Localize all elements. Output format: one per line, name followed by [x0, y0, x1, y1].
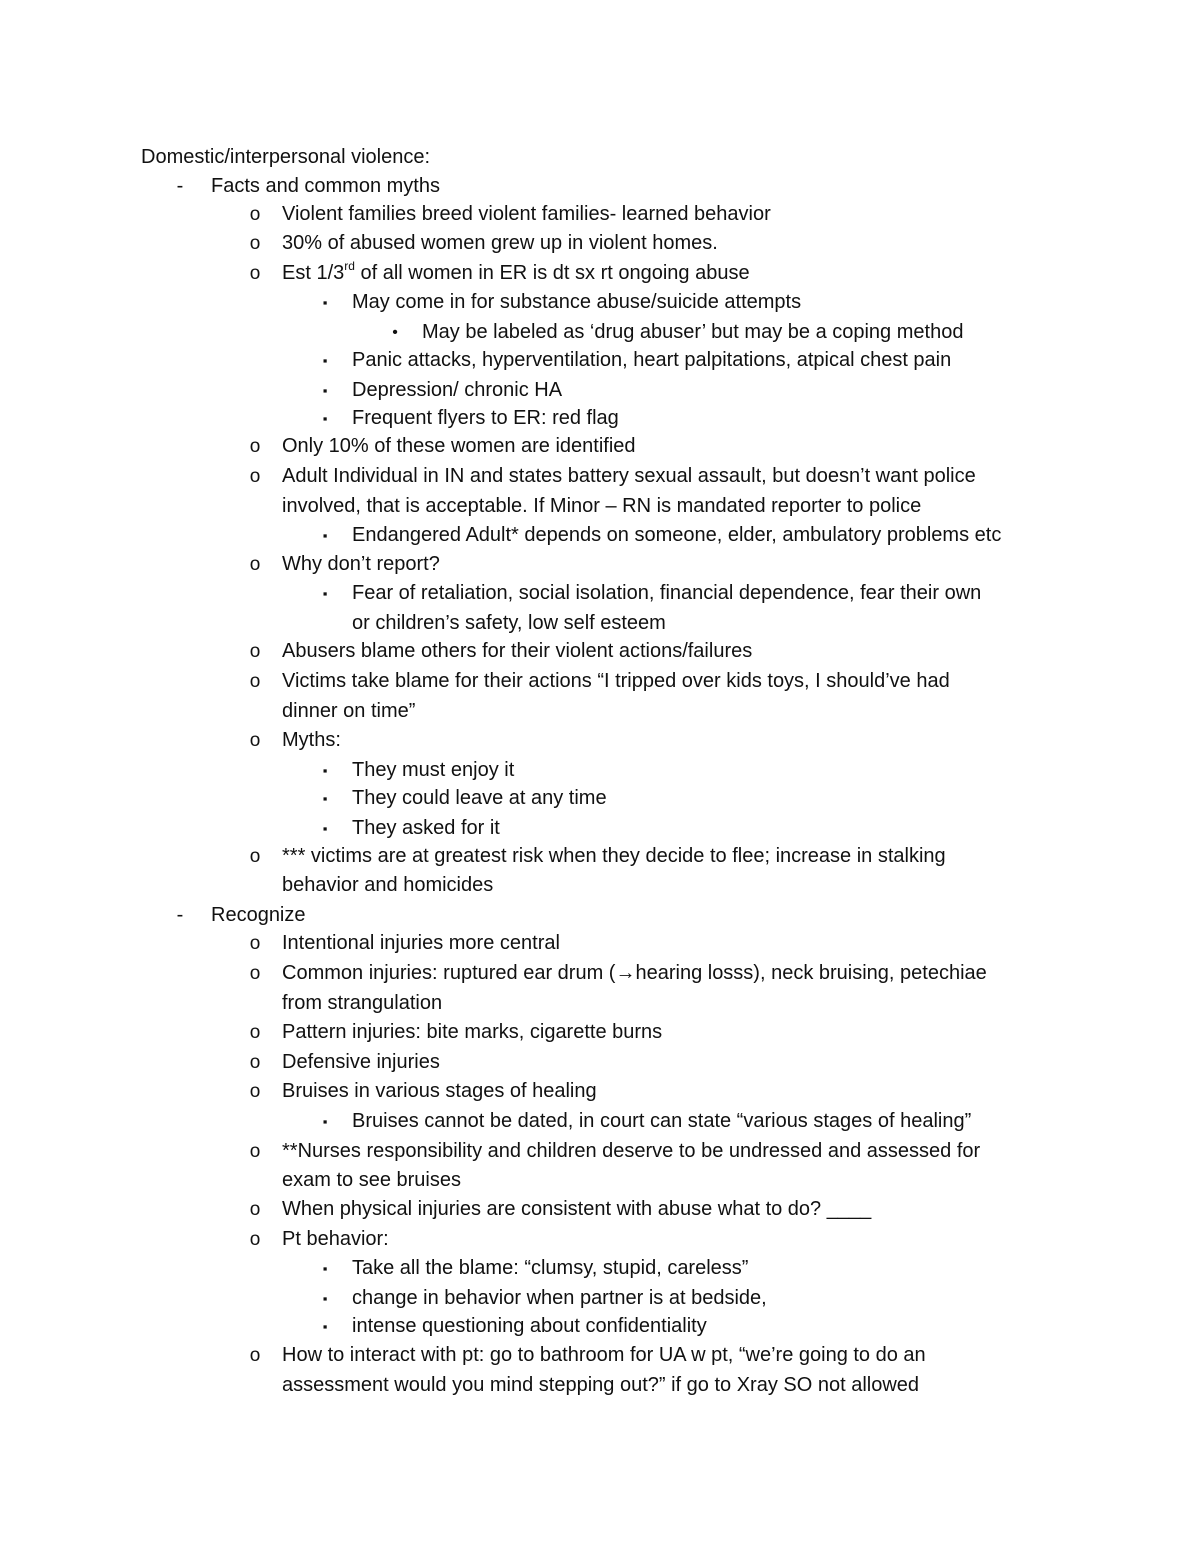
square-bullet: ▪	[322, 1319, 328, 1334]
square-bullet: ▪	[322, 295, 328, 310]
list-item: Endangered Adult* depends on someone, elder, ambulatory problems etc	[352, 524, 1002, 546]
circle-bullet: o	[249, 466, 261, 487]
square-bullet: ▪	[322, 821, 328, 836]
list-item: Intentional injuries more central	[282, 932, 560, 954]
page-title: Domestic/interpersonal violence:	[141, 146, 431, 168]
circle-bullet: o	[249, 1229, 261, 1250]
list-item: Why don’t report?	[282, 553, 440, 575]
list-item: They could leave at any time	[352, 787, 607, 809]
dash-marker: -	[176, 175, 184, 197]
square-bullet: ▪	[322, 1261, 328, 1276]
list-item-continuation: or children’s safety, low self esteem	[352, 612, 666, 634]
circle-bullet: o	[249, 730, 261, 751]
square-bullet: ▪	[322, 353, 328, 368]
list-item-continuation: from strangulation	[282, 992, 443, 1014]
list-item: Pt behavior:	[282, 1228, 389, 1250]
dash-marker: -	[176, 904, 184, 926]
square-bullet: ▪	[322, 528, 328, 543]
circle-bullet: o	[249, 671, 261, 692]
list-item-continuation: involved, that is acceptable. If Minor – RN is mandated reporter to police	[282, 495, 922, 517]
circle-bullet: o	[249, 1345, 261, 1366]
circle-bullet: o	[249, 963, 261, 984]
list-item: Take all the blame: “clumsy, stupid, careless”	[352, 1257, 749, 1279]
square-bullet: ▪	[322, 411, 328, 426]
circle-bullet: o	[249, 436, 261, 457]
list-item: Only 10% of these women are identified	[282, 435, 636, 457]
list-item: How to interact with pt: go to bathroom for UA w pt, “we’re going to do an	[282, 1344, 926, 1366]
list-item: Violent families breed violent families- learned behavior	[282, 203, 771, 225]
list-item-continuation: assessment would you mind stepping out?” if go to Xray SO not allowed	[282, 1374, 920, 1396]
circle-bullet: o	[249, 1022, 261, 1043]
list-item: When physical injuries are consistent with abuse what to do? ____	[282, 1198, 872, 1220]
right-arrow-icon: →	[615, 962, 636, 984]
list-item: Panic attacks, hyperventilation, heart palpitations, atpical chest pain	[352, 349, 952, 371]
list-item: Common injuries: ruptured ear drum (→hearing losss), neck bruising, petechiae	[282, 962, 987, 984]
list-item: They asked for it	[352, 817, 500, 839]
square-bullet: ▪	[322, 1114, 328, 1129]
circle-bullet: o	[249, 263, 261, 284]
square-bullet: ▪	[322, 383, 328, 398]
list-item: May be labeled as ‘drug abuser’ but may be a coping method	[422, 321, 964, 343]
circle-bullet: o	[249, 554, 261, 575]
square-bullet: ▪	[322, 586, 328, 601]
square-bullet: ▪	[322, 1291, 328, 1306]
list-item: Frequent flyers to ER: red flag	[352, 407, 619, 429]
list-item: *** victims are at greatest risk when they decide to flee; increase in stalking	[282, 845, 946, 867]
list-item: Fear of retaliation, social isolation, financial dependence, fear their own	[352, 582, 982, 604]
list-item: Victims take blame for their actions “I tripped over kids toys, I should’ve had	[282, 670, 950, 692]
section-heading-facts: Facts and common myths	[211, 175, 440, 197]
circle-bullet: o	[249, 1199, 261, 1220]
list-item: change in behavior when partner is at bedside,	[352, 1287, 767, 1309]
circle-bullet: o	[249, 1081, 261, 1102]
list-item: intense questioning about confidentiality	[352, 1315, 707, 1337]
list-item: 30% of abused women grew up in violent homes.	[282, 232, 718, 254]
dot-bullet: •	[392, 324, 398, 341]
circle-bullet: o	[249, 233, 261, 254]
list-item: They must enjoy it	[352, 759, 515, 781]
list-item-continuation: exam to see bruises	[282, 1169, 461, 1191]
list-item: **Nurses responsibility and children deserve to be undressed and assessed for	[282, 1140, 981, 1162]
circle-bullet: o	[249, 933, 261, 954]
list-item: May come in for substance abuse/suicide attempts	[352, 291, 802, 313]
list-item: Myths:	[282, 729, 341, 751]
list-item: Abusers blame others for their violent actions/failures	[282, 640, 753, 662]
list-item: Depression/ chronic HA	[352, 379, 563, 401]
list-item: Adult Individual in IN and states battery sexual assault, but doesn’t want police	[282, 465, 976, 487]
circle-bullet: o	[249, 204, 261, 225]
list-item: Est 1/3rd of all women in ER is dt sx rt ongoing abuse	[282, 259, 750, 284]
square-bullet: ▪	[322, 763, 328, 778]
circle-bullet: o	[249, 641, 261, 662]
circle-bullet: o	[249, 846, 261, 867]
section-heading-recognize: Recognize	[211, 904, 306, 926]
circle-bullet: o	[249, 1141, 261, 1162]
list-item: Defensive injuries	[282, 1051, 440, 1073]
list-item: Pattern injuries: bite marks, cigarette burns	[282, 1021, 663, 1043]
list-item: Bruises cannot be dated, in court can state “various stages of healing”	[352, 1110, 972, 1132]
circle-bullet: o	[249, 1052, 261, 1073]
list-item: Bruises in various stages of healing	[282, 1080, 597, 1102]
list-item-continuation: behavior and homicides	[282, 874, 494, 896]
list-item-continuation: dinner on time”	[282, 700, 416, 722]
square-bullet: ▪	[322, 791, 328, 806]
